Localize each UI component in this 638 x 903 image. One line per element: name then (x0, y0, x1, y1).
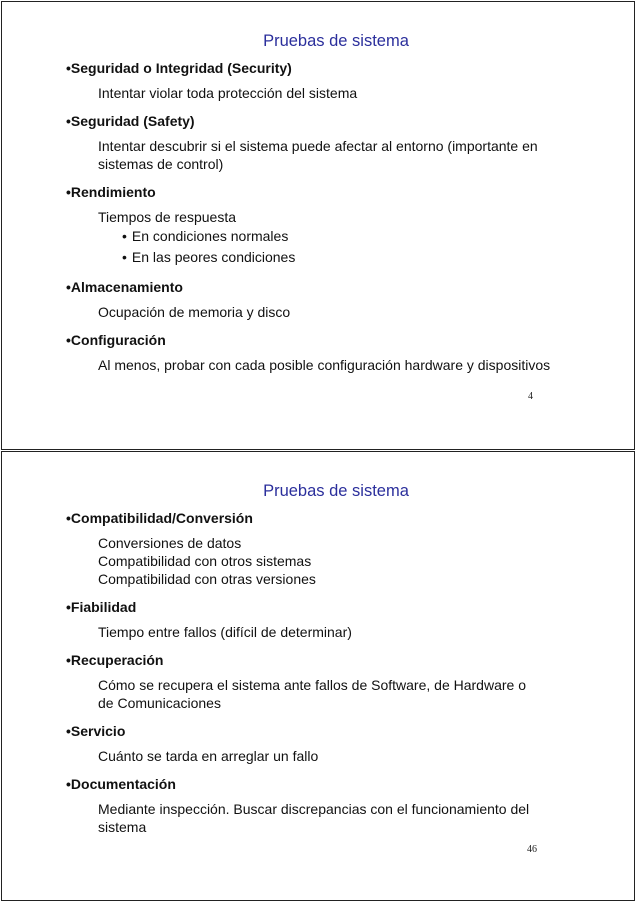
section-text: Tiempos de respuesta (98, 209, 236, 225)
section-heading-recovery: •Recuperación (66, 652, 164, 668)
section-heading-documentation: •Documentación (66, 776, 176, 792)
section-heading-compatibility: •Compatibilidad/Conversión (66, 510, 253, 526)
slide-1 (1, 1, 635, 450)
section-text: Ocupación de memoria y disco (98, 304, 291, 320)
section-text: Cuánto se tarda en arreglar un fallo (98, 748, 319, 764)
section-heading-security-integrity: •Seguridad o Integridad (Security) (66, 60, 292, 76)
slide-content (66, 509, 604, 836)
sub-bullet: • En condiciones normales (122, 226, 604, 247)
section-text: sistema (98, 819, 147, 835)
section-text: Mediante inspección. Buscar discrepancias con el funcionamiento del (98, 801, 530, 817)
section-text: Al menos, probar con cada posible configuración hardware y dispositivos (98, 357, 551, 373)
slide-title: Pruebas de sistema (263, 482, 409, 500)
slide-2 (1, 451, 635, 901)
slide-number: 4 (528, 391, 533, 402)
section-text: Tiempo entre fallos (difícil de determinar) (98, 624, 352, 640)
sub-bullet: • En las peores condiciones (122, 247, 604, 268)
section-text: Intentar descubrir si el sistema puede afectar al entorno (importante en (98, 138, 538, 154)
section-heading-performance: •Rendimiento (66, 184, 156, 200)
section-heading-reliability: •Fiabilidad (66, 599, 137, 615)
section-heading-configuration: •Configuración (66, 332, 166, 348)
section-text: sistemas de control) (98, 156, 224, 172)
section-heading-storage: •Almacenamiento (66, 279, 183, 295)
slide-content (66, 59, 604, 374)
section-text: Compatibilidad con otras versiones (98, 571, 316, 587)
slide-number: 46 (527, 844, 537, 855)
section-heading-safety: •Seguridad (Safety) (66, 113, 195, 129)
section-text: Intentar violar toda protección del sistema (98, 85, 358, 101)
section-text: Compatibilidad con otros sistemas (98, 553, 312, 569)
section-heading-service: •Servicio (66, 723, 126, 739)
slide-title: Pruebas de sistema (263, 32, 409, 50)
section-text: Cómo se recupera el sistema ante fallos de Software, de Hardware o (98, 677, 526, 693)
section-text: de Comunicaciones (98, 695, 221, 711)
section-text: Conversiones de datos (98, 535, 242, 551)
